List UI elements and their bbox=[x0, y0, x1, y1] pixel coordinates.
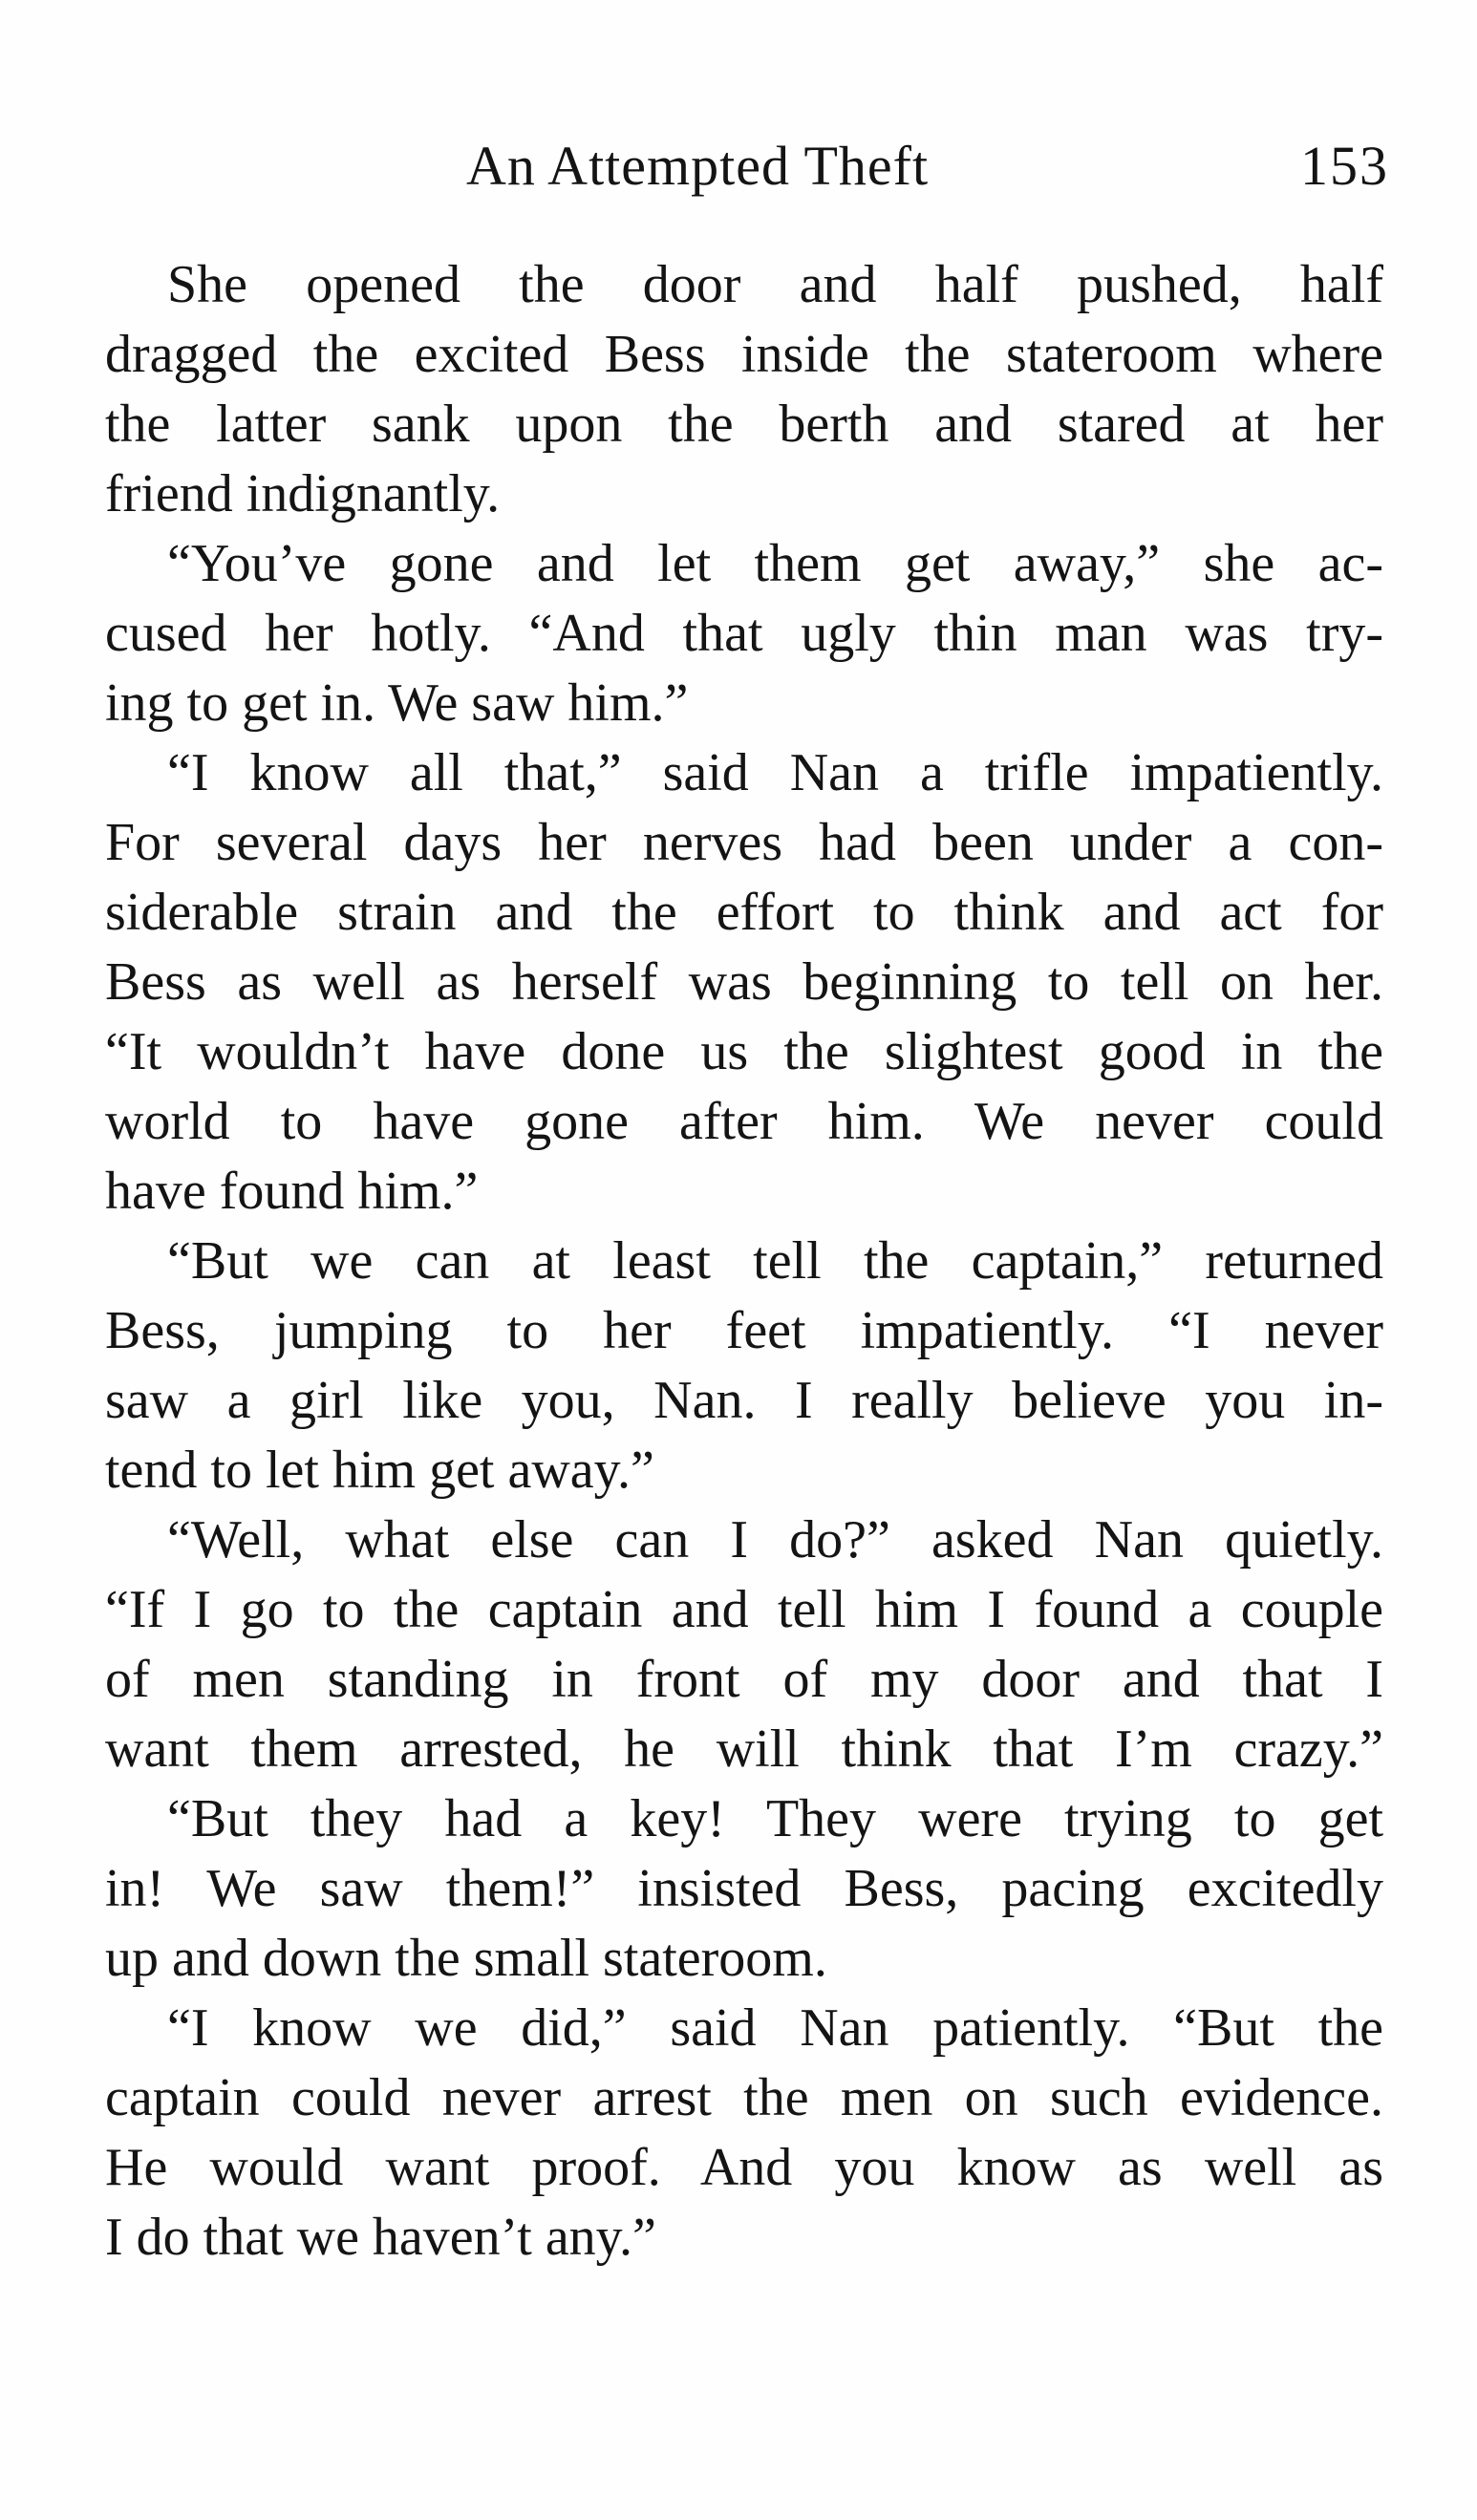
text-line: Bess, jumping to her feet impatiently. “I never bbox=[105, 1301, 1383, 1360]
text-line: “It wouldn’t have done us the slightest good in the bbox=[105, 1022, 1383, 1081]
text-line: dragged the excited Bess inside the stateroom where bbox=[105, 325, 1383, 384]
text-line: saw a girl like you, Nan. I really believe you in- bbox=[105, 1371, 1383, 1430]
text-line: “But we can at least tell the captain,” returned bbox=[167, 1231, 1383, 1291]
text-line: of men standing in front of my door and that I bbox=[105, 1650, 1383, 1709]
text-line: “Well, what else can I do?” asked Nan quietly. bbox=[167, 1510, 1383, 1570]
running-title: An Attempted Theft bbox=[466, 135, 930, 197]
text-line: “But they had a key! They were trying to get bbox=[167, 1789, 1383, 1848]
text-line: “If I go to the captain and tell him I found a couple bbox=[105, 1580, 1383, 1639]
page-number: 153 bbox=[1300, 135, 1389, 197]
text-line: friend indignantly. bbox=[105, 464, 501, 523]
text-line: She opened the door and half pushed, half bbox=[167, 255, 1383, 314]
text-line: “I know we did,” said Nan patiently. “But the bbox=[167, 1998, 1383, 2058]
text-line: He would want proof. And you know as well as bbox=[105, 2138, 1383, 2197]
body-text bbox=[105, 250, 1383, 2273]
text-line: Bess as well as herself was beginning to tell on her. bbox=[105, 952, 1383, 1012]
text-line: in! We saw them!” insisted Bess, pacing excitedly bbox=[105, 1859, 1383, 1918]
page-header bbox=[105, 134, 1395, 210]
text-line: tend to let him get away.” bbox=[105, 1441, 654, 1500]
text-line: have found him.” bbox=[105, 1162, 479, 1221]
text-line: “I know all that,” said Nan a trifle impatiently. bbox=[167, 743, 1383, 802]
text-line: cused her hotly. “And that ugly thin man was try- bbox=[105, 604, 1383, 663]
text-line: ing to get in. We saw him.” bbox=[105, 673, 689, 733]
text-line: captain could never arrest the men on such evidence. bbox=[105, 2068, 1383, 2127]
text-line: For several days her nerves had been under a con- bbox=[105, 813, 1383, 872]
text-line: “You’ve gone and let them get away,” she ac- bbox=[167, 534, 1383, 593]
text-line: siderable strain and the effort to think and act for bbox=[105, 883, 1383, 942]
text-line: world to have gone after him. We never could bbox=[105, 1092, 1383, 1151]
text-line: want them arrested, he will think that I’m crazy.” bbox=[105, 1719, 1383, 1779]
text-line: I do that we haven’t any.” bbox=[105, 2208, 656, 2267]
text-line: the latter sank upon the berth and stared at her bbox=[105, 395, 1383, 454]
text-line: up and down the small stateroom. bbox=[105, 1929, 827, 1988]
